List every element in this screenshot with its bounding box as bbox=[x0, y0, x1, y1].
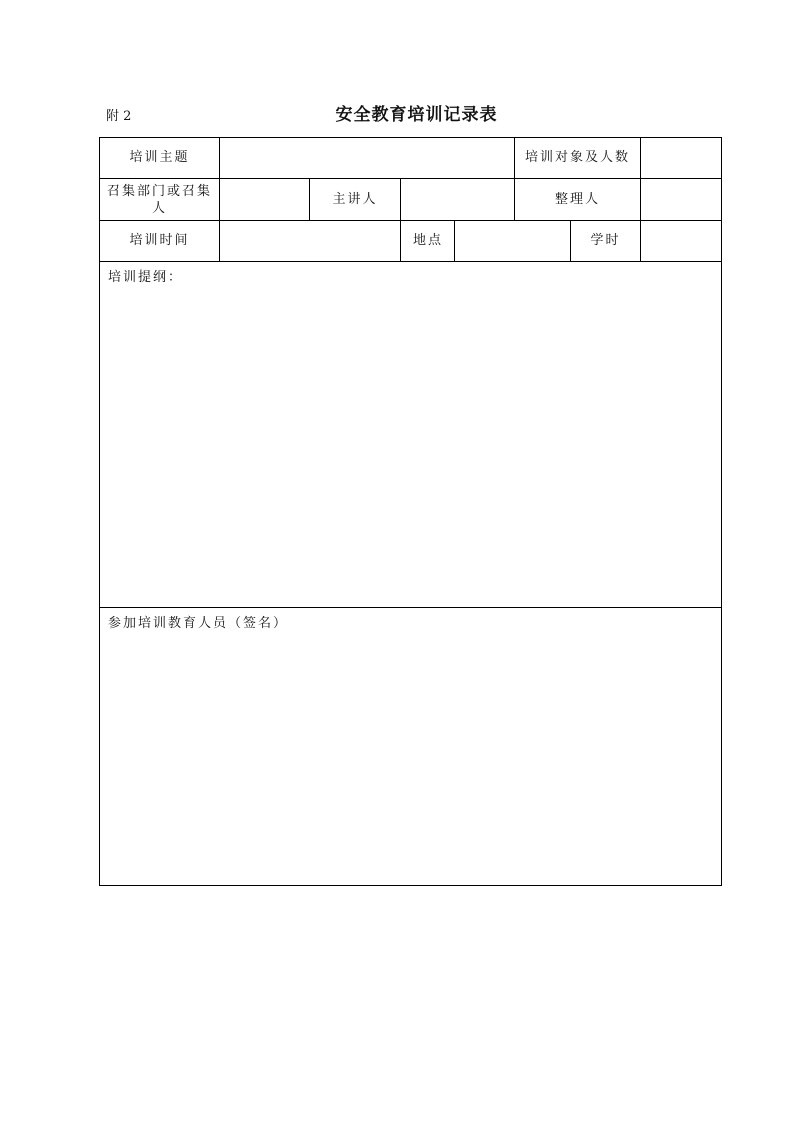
outline-area[interactable] bbox=[100, 262, 722, 608]
topic-field[interactable] bbox=[220, 138, 515, 179]
hours-label: 学时 bbox=[571, 221, 641, 262]
organizer-label: 召集部门或召集人 bbox=[100, 179, 220, 221]
recorder-label: 整理人 bbox=[515, 179, 641, 221]
participants-label: 参加培训教育人员（签名） bbox=[108, 616, 289, 631]
hours-field[interactable] bbox=[641, 221, 722, 262]
audience-label: 培训对象及人数 bbox=[515, 138, 641, 179]
form-title: 安全教育培训记录表 bbox=[335, 105, 498, 125]
training-record-form bbox=[99, 137, 722, 886]
organizer-field[interactable] bbox=[220, 179, 310, 221]
location-field[interactable] bbox=[455, 221, 571, 262]
time-label: 培训时间 bbox=[100, 221, 220, 262]
location-label: 地点 bbox=[401, 221, 455, 262]
form-row-topic bbox=[100, 138, 722, 179]
audience-field[interactable] bbox=[641, 138, 722, 179]
form-row-time bbox=[100, 221, 722, 262]
form-row-outline bbox=[100, 262, 722, 608]
participants-area[interactable] bbox=[100, 608, 722, 886]
form-row-organizer bbox=[100, 179, 722, 221]
recorder-field[interactable] bbox=[641, 179, 722, 221]
time-field[interactable] bbox=[220, 221, 401, 262]
outline-label: 培训提纲： bbox=[108, 270, 184, 285]
attachment-label: 附 2 bbox=[106, 109, 132, 124]
topic-label: 培训主题 bbox=[100, 138, 220, 179]
form-row-participants bbox=[100, 608, 722, 886]
speaker-label: 主讲人 bbox=[310, 179, 401, 221]
speaker-field[interactable] bbox=[401, 179, 515, 221]
